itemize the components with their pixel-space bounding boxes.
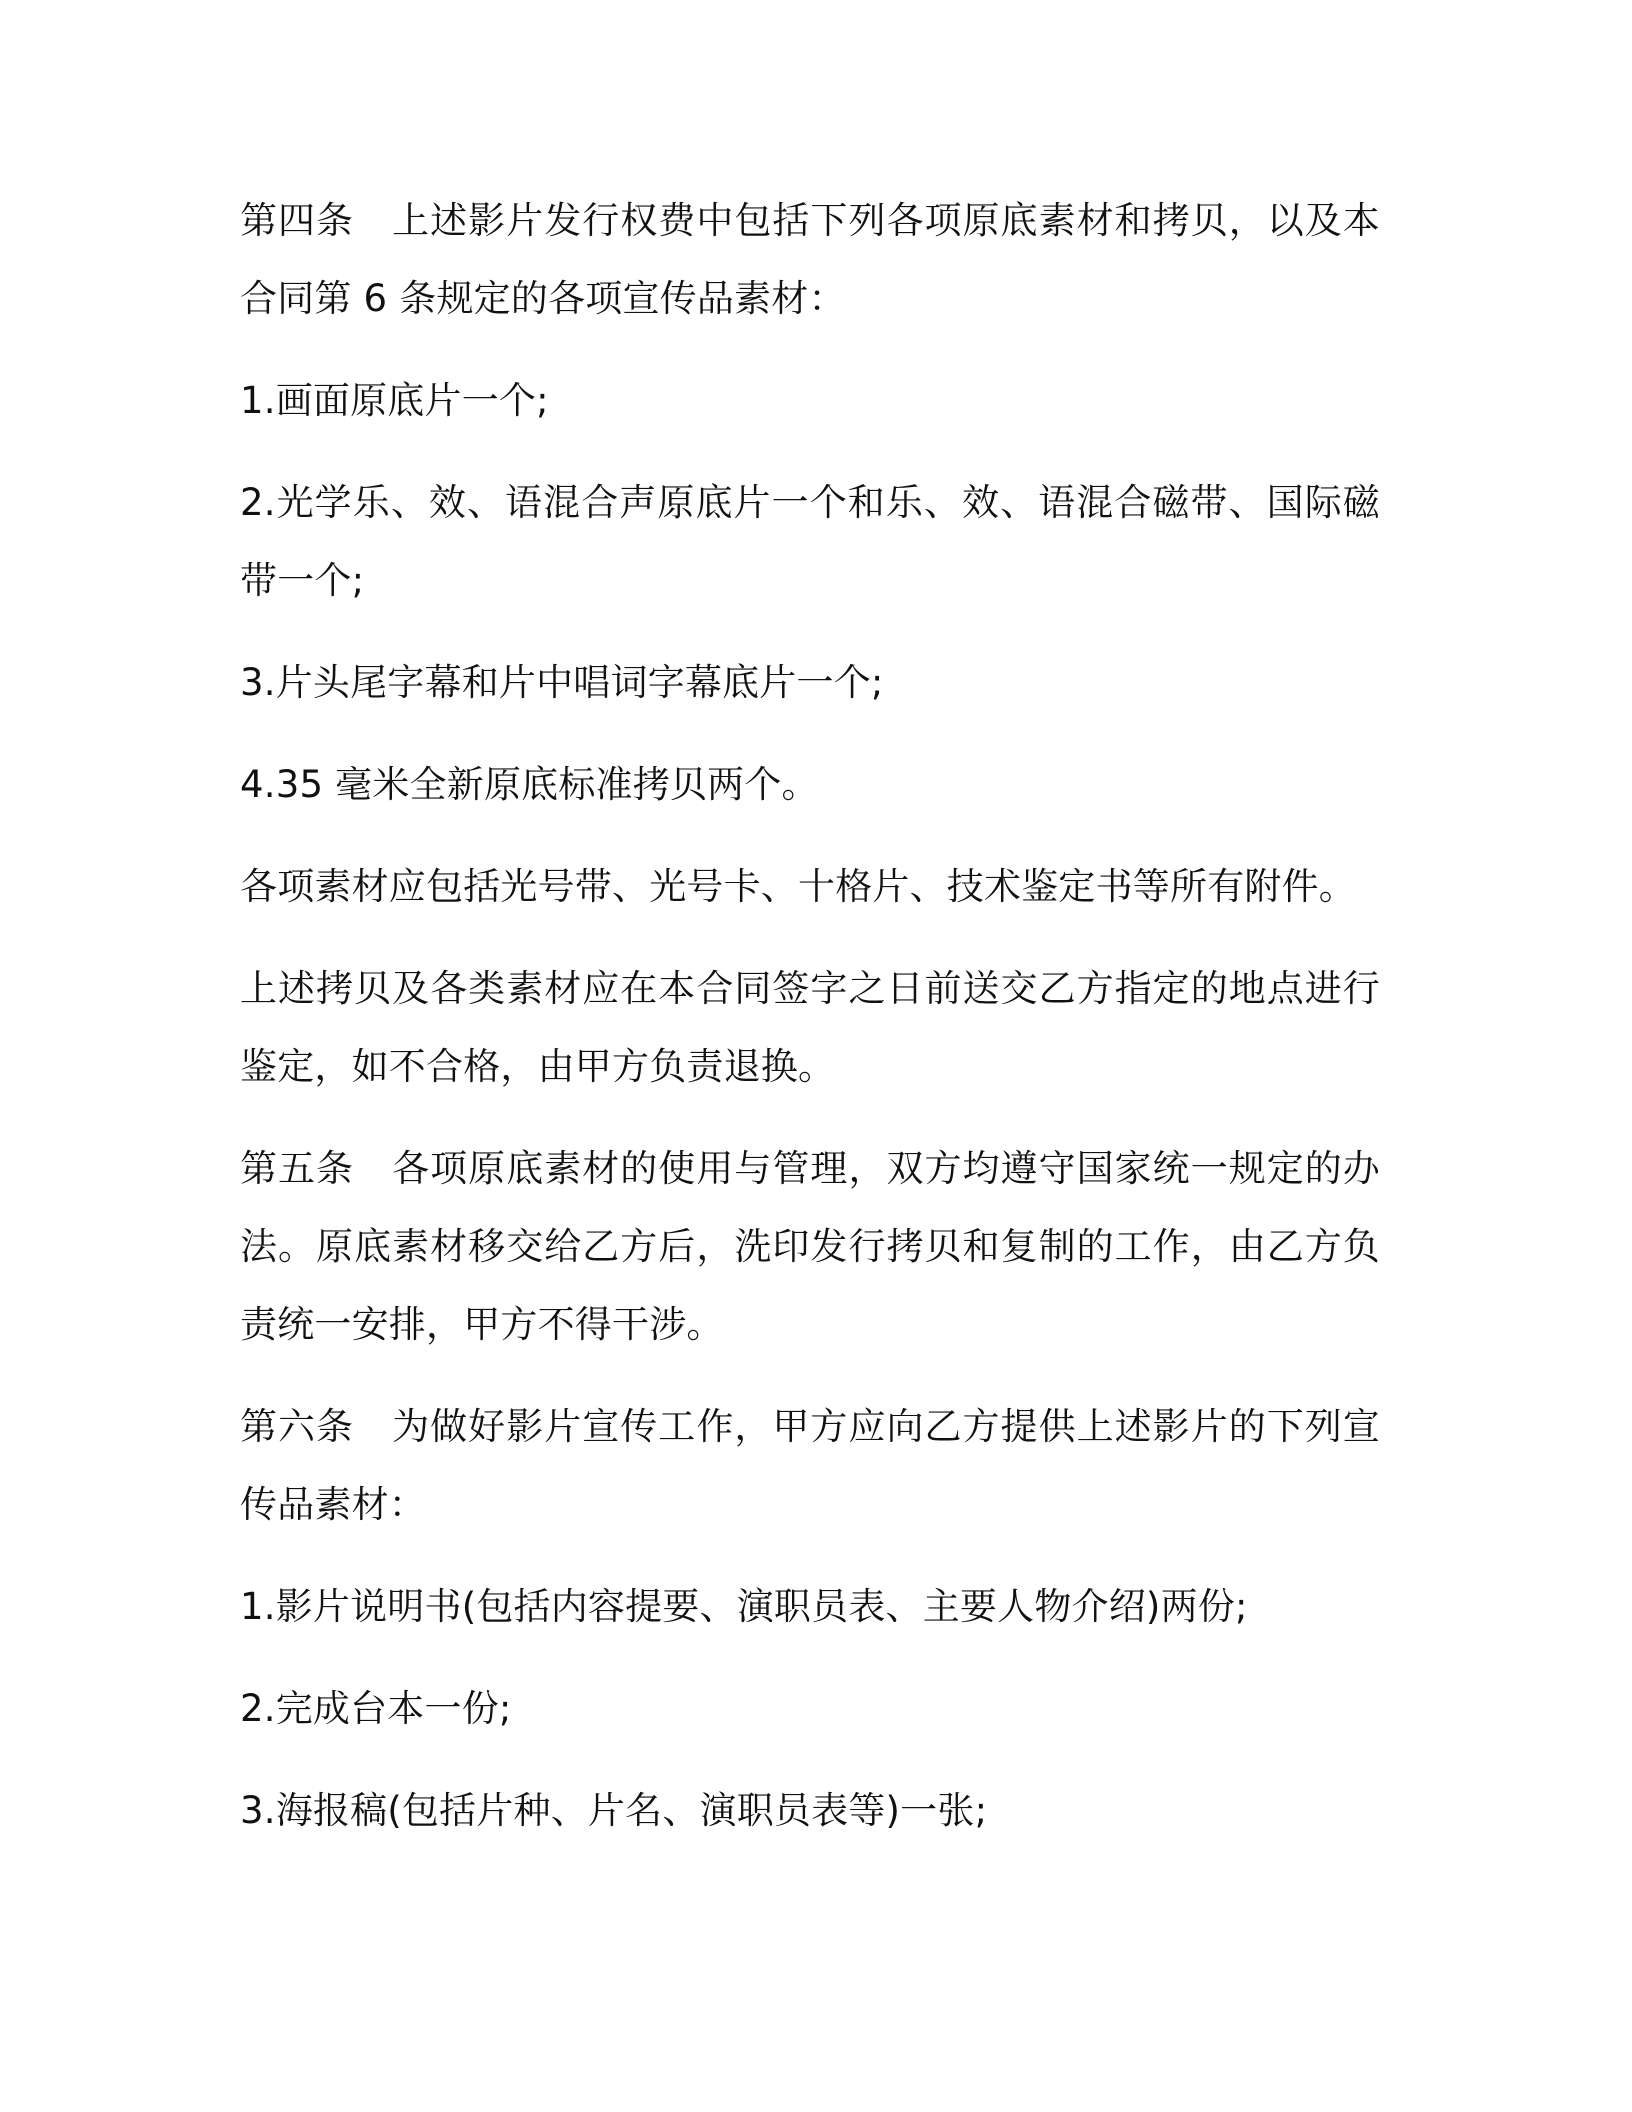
list-item-3: 3.片头尾字幕和片中唱词字幕底片一个; [240, 661, 884, 704]
promo-item-2: 2.完成台本一份; [240, 1687, 512, 1730]
list-item-1: 1.画面原底片一个; [240, 379, 549, 422]
document-body [240, 182, 1380, 1874]
delivery-paragraph: 上述拷贝及各类素材应在本合同签字之日前送交乙方指定的地点进行鉴定，如不合格，由甲方负责退换。 [240, 967, 1380, 1088]
list-item-4: 4.35 毫米全新原底标准拷贝两个。 [240, 763, 819, 806]
article-5-paragraph: 第五条 各项原底素材的使用与管理，双方均遵守国家统一规定的办法。原底素材移交给乙方后，洗印发行拷贝和复制的工作，由乙方负责统一安排，甲方不得干涉。 [240, 1147, 1380, 1346]
article-4-paragraph: 第四条 上述影片发行权费中包括下列各项原底素材和拷贝，以及本合同第 6 条规定的各项宣传品素材： [240, 199, 1380, 320]
list-item-2: 2.光学乐、效、语混合声原底片一个和乐、效、语混合磁带、国际磁带一个; [240, 481, 1380, 602]
article-6-paragraph: 第六条 为做好影片宣传工作，甲方应向乙方提供上述影片的下列宣传品素材： [240, 1405, 1380, 1526]
materials-note-paragraph: 各项素材应包括光号带、光号卡、十格片、技术鉴定书等所有附件。 [240, 865, 1356, 908]
promo-item-3: 3.海报稿(包括片种、片名、演职员表等)一张; [240, 1789, 988, 1832]
promo-item-1: 1.影片说明书(包括内容提要、演职员表、主要人物介绍)两份; [240, 1585, 1248, 1628]
